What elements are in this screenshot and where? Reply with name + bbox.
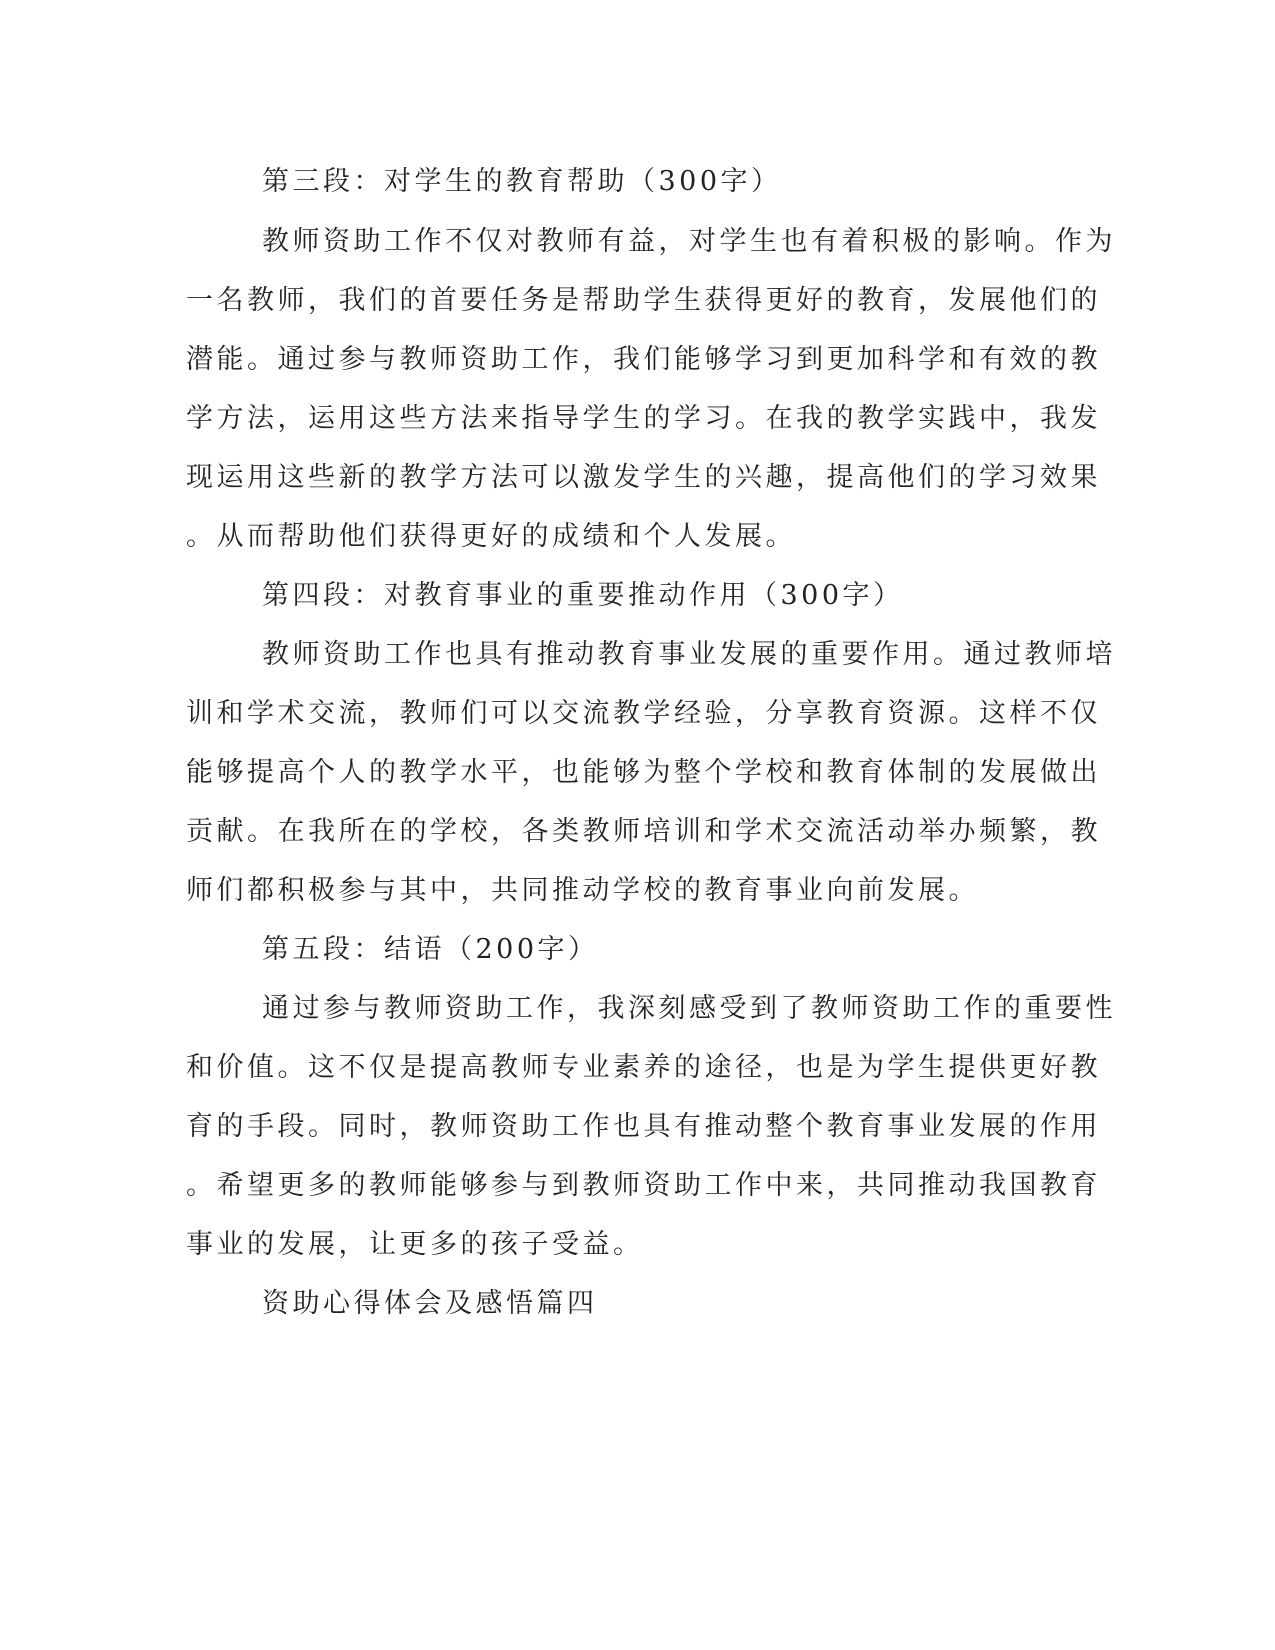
paragraph-line: 育的手段。同时，教师资助工作也具有推动整个教育事业发展的作用 (186, 1111, 1101, 1142)
paragraph-line: 师们都积极参与其中，共同推动学校的教育事业向前发展。 (186, 875, 979, 906)
paragraph-line: 事业的发展，让更多的孩子受益。 (186, 1229, 644, 1260)
paragraph-line: 学方法，运用这些方法来指导学生的学习。在我的教学实践中，我发 (186, 403, 1101, 434)
paragraph-line: 和价值。这不仅是提高教师专业素养的途径，也是为学生提供更好教 (186, 1052, 1101, 1083)
section-heading-3: 第三段：对学生的教育帮助（300字） (262, 166, 782, 197)
paragraph-line: 潜能。通过参与教师资助工作，我们能够学习到更加科学和有效的教 (186, 344, 1101, 375)
article-title-part-4: 资助心得体会及感悟篇四 (262, 1288, 598, 1319)
paragraph-line: 。从而帮助他们获得更好的成绩和个人发展。 (186, 521, 796, 552)
paragraph-line: 贡献。在我所在的学校，各类教师培训和学术交流活动举办频繁，教 (186, 816, 1101, 847)
paragraph-line: 能够提高个人的教学水平，也能够为整个学校和教育体制的发展做出 (186, 757, 1101, 788)
paragraph-line: 现运用这些新的教学方法可以激发学生的兴趣，提高他们的学习效果 (186, 462, 1101, 493)
paragraph-line: 教师资助工作不仅对教师有益，对学生也有着积极的影响。作为 (262, 226, 1116, 257)
paragraph-line: 训和学术交流，教师们可以交流教学经验，分享教育资源。这样不仅 (186, 698, 1101, 729)
paragraph-line: 教师资助工作也具有推动教育事业发展的重要作用。通过教师培 (262, 639, 1116, 670)
paragraph-line: 。希望更多的教师能够参与到教师资助工作中来，共同推动我国教育 (186, 1170, 1101, 1201)
paragraph-line: 通过参与教师资助工作，我深刻感受到了教师资助工作的重要性 (262, 993, 1116, 1024)
paragraph-line: 一名教师，我们的首要任务是帮助学生获得更好的教育，发展他们的 (186, 285, 1101, 316)
section-heading-5: 第五段：结语（200字） (262, 934, 599, 965)
section-heading-4: 第四段：对教育事业的重要推动作用（300字） (262, 580, 904, 611)
